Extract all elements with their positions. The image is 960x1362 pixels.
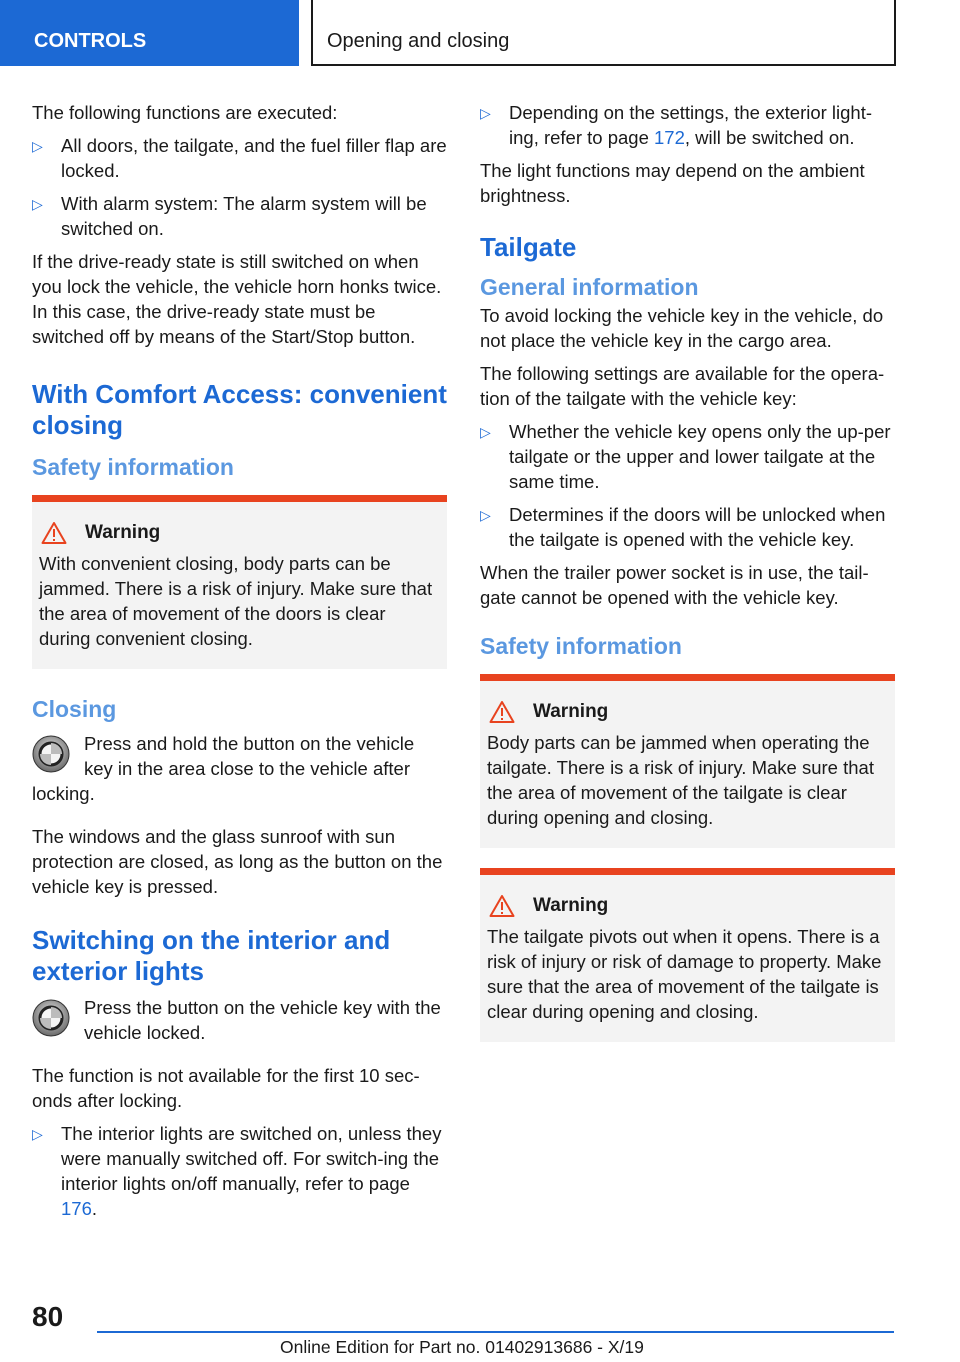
settings-intro-text: The following settings are available for the opera‐tion of the tailgate with the vehicle key: bbox=[480, 363, 885, 409]
tailgate-settings-list bbox=[480, 419, 895, 552]
warning-box bbox=[32, 495, 447, 669]
warning-title: Warning bbox=[533, 895, 609, 916]
lights-paragraph bbox=[32, 995, 447, 1045]
drive-ready-text: If the drive-ready state is still switched on when you lock the vehicle, the vehicle horn honks twice. In this case, the drive-ready state must be switched off by means of the Start/Stop button. bbox=[32, 251, 442, 347]
warning-box bbox=[480, 674, 895, 848]
warning-text: The tailgate pivots out when it opens. There is a risk of injury or risk of damage to property. Make sure that the area of movement of the tailgate is clear during opening and closing. bbox=[487, 926, 882, 1022]
windows-text: The windows and the glass sunroof with sun protection are closed, as long as the button on the vehicle key is pressed. bbox=[32, 826, 443, 897]
heading-comfort-access: With Comfort Access: convenient closing bbox=[32, 379, 447, 440]
trailer-text: When the trailer power socket is in use, the tail‐gate cannot be opened with the vehicle key. bbox=[480, 562, 869, 608]
warning-text: With convenient closing, body parts can be jammed. There is a risk of injury. Make sure that the area of movement of the doors is clear during convenient closing. bbox=[39, 553, 433, 649]
list-item: ▷ Determines if the doors will be unlocked when the tailgate is opened with the vehicle key. bbox=[480, 504, 886, 550]
chapter-title[interactable]: Opening and closing bbox=[311, 0, 896, 66]
not-available-text: The function is not available for the first 10 sec‐onds after locking. bbox=[32, 1065, 420, 1111]
warning-box bbox=[480, 868, 895, 1042]
list-item: ▷ All doors, the tailgate, and the fuel filler flap are locked. bbox=[32, 135, 447, 181]
list-item: ▷ With alarm system: The alarm system will be switched on. bbox=[32, 193, 427, 239]
page-link-172[interactable]: 172 bbox=[654, 127, 685, 148]
triangle-bullet-icon: ▷ bbox=[32, 138, 43, 154]
vehicle-key-icon bbox=[32, 999, 70, 1037]
warning-text: Body parts can be jammed when operating the tailgate. There is a risk of injury. Make sure that the area of movement of the tailgate is clear during opening and closing. bbox=[487, 732, 874, 828]
heading-tailgate: Tailgate bbox=[480, 232, 577, 262]
warning-triangle-icon bbox=[489, 894, 515, 918]
heading-safety-information: Safety information bbox=[32, 454, 234, 480]
page-link-176[interactable]: 176 bbox=[61, 1198, 92, 1219]
interior-lights-list bbox=[32, 1121, 447, 1221]
triangle-bullet-icon: ▷ bbox=[32, 196, 43, 212]
warning-title: Warning bbox=[85, 522, 161, 543]
footer-edition: Online Edition for Part no. 01402913686 - X/19 bbox=[280, 1337, 644, 1357]
triangle-bullet-icon: ▷ bbox=[480, 507, 491, 523]
left-column bbox=[32, 100, 447, 1229]
triangle-bullet-icon: ▷ bbox=[32, 1126, 43, 1142]
avoid-locking-text: To avoid locking the vehicle key in the vehicle, do not place the vehicle key in the cargo area. bbox=[480, 305, 884, 351]
page-number: 80 bbox=[32, 1301, 64, 1332]
heading-safety-information: Safety information bbox=[480, 633, 682, 659]
intro-text: The following functions are executed: bbox=[32, 102, 338, 123]
triangle-bullet-icon: ▷ bbox=[480, 105, 491, 121]
warning-triangle-icon bbox=[41, 521, 67, 545]
list-item: ▷ The interior lights are switched on, unless they were manually switched off. For switch‐ing the interior lights on/off manually, refer to page 176. bbox=[32, 1123, 442, 1219]
executed-functions-list bbox=[32, 133, 447, 241]
list-item: ▷ Whether the vehicle key opens only the up‐per tailgate or the upper and lower tailgate at the same time. bbox=[480, 421, 891, 492]
closing-paragraph bbox=[32, 731, 447, 806]
ambient-text: The light functions may depend on the ambient brightness. bbox=[480, 160, 865, 206]
heading-general-information: General information bbox=[480, 274, 699, 300]
page-header bbox=[0, 0, 960, 66]
footer-divider bbox=[97, 1331, 894, 1333]
heading-closing: Closing bbox=[32, 696, 117, 722]
triangle-bullet-icon: ▷ bbox=[480, 424, 491, 440]
warning-triangle-icon bbox=[489, 700, 515, 724]
lights-text: Press the button on the vehicle key with the vehicle locked. bbox=[84, 997, 441, 1043]
vehicle-key-icon bbox=[32, 735, 70, 773]
section-tab[interactable]: CONTROLS bbox=[0, 0, 299, 66]
closing-text: Press and hold the button on the vehicle key in the area close to the vehicle after locking. bbox=[32, 733, 415, 804]
list-item: ▷ Depending on the settings, the exterior light‐ing, refer to page 172, will be switched on. bbox=[480, 102, 873, 148]
heading-lights: Switching on the interior and exterior lights bbox=[32, 925, 391, 986]
right-column bbox=[480, 100, 895, 1062]
exterior-lights-list bbox=[480, 100, 895, 150]
warning-title: Warning bbox=[533, 701, 609, 722]
